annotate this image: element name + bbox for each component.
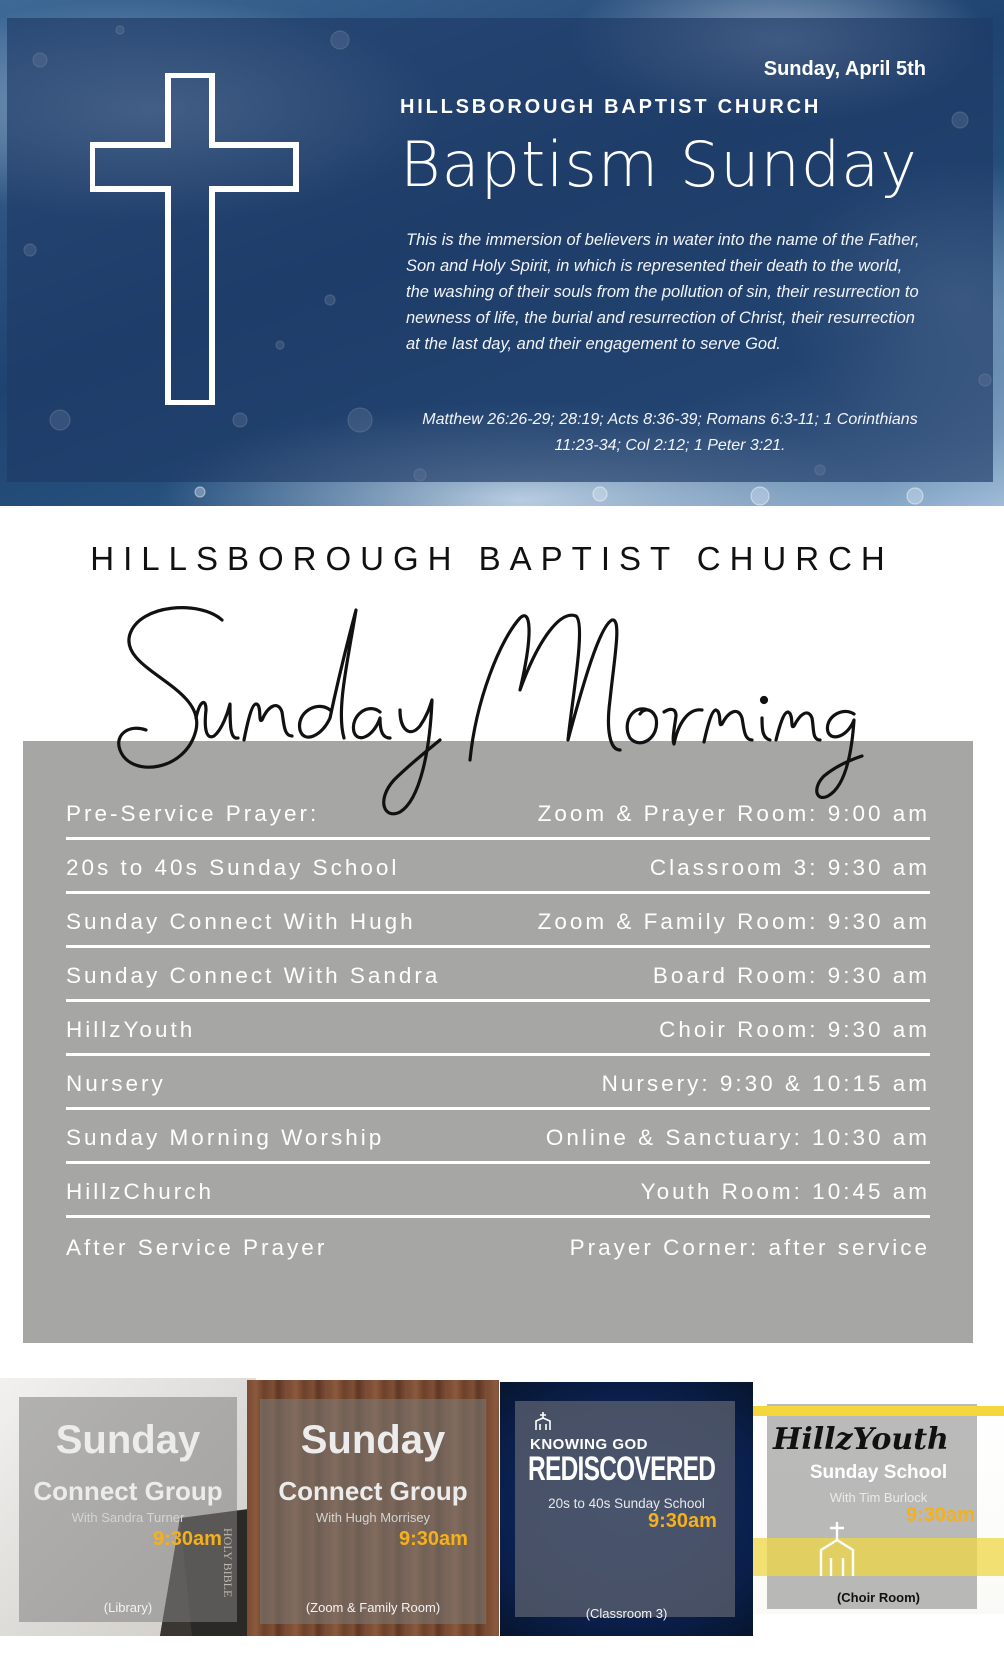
schedule-row bbox=[66, 791, 930, 840]
card-time: 9:30am bbox=[399, 1528, 468, 1550]
schedule-row bbox=[66, 1225, 930, 1271]
schedule-event: HillzChurch bbox=[66, 1179, 215, 1204]
card-title: HillzYouth bbox=[773, 1422, 949, 1457]
card-title: Sunday bbox=[300, 1418, 446, 1462]
scripture-references: Matthew 26:26-29; 28:19; Acts 8:36-39; Romans 6:3-11; 1 Corinthians 11:23-34; Col 2:12; 1 Peter 3:21. bbox=[422, 411, 918, 454]
card-room: (Choir Room) bbox=[836, 1590, 921, 1605]
schedule-event: Sunday Connect With Hugh bbox=[66, 909, 416, 934]
card-leader: With Hugh Morrisey bbox=[315, 1510, 431, 1525]
schedule-location-time: Prayer Corner: after service bbox=[569, 1235, 930, 1260]
hillzyouth-card bbox=[753, 1404, 1004, 1614]
cross-icon bbox=[90, 73, 300, 405]
card-leader: With Tim Burlock bbox=[829, 1490, 928, 1505]
schedule-location-time: Board Room: 9:30 am bbox=[652, 963, 930, 988]
schedule-location-time: Online & Sanctuary: 10:30 am bbox=[545, 1125, 930, 1150]
schedule-event: Nursery bbox=[66, 1071, 166, 1096]
card-title: Sunday bbox=[55, 1418, 201, 1462]
yellow-stripe bbox=[753, 1538, 1004, 1576]
schedule-location-time: Classroom 3: 9:30 am bbox=[649, 855, 930, 880]
card-leader: With Sandra Turner bbox=[71, 1510, 185, 1525]
knowing-god-card bbox=[500, 1382, 753, 1636]
card-title: REDISCOVERED bbox=[528, 1450, 716, 1488]
card-subtitle: Sunday School bbox=[809, 1462, 948, 1483]
schedule-event: HillzYouth bbox=[66, 1017, 196, 1042]
schedule-event: 20s to 40s Sunday School bbox=[66, 855, 400, 880]
card-time: 9:30am bbox=[906, 1504, 975, 1526]
baptism-hero bbox=[0, 0, 1004, 506]
card-subtitle: Connect Group bbox=[33, 1476, 223, 1506]
schedule-row bbox=[66, 1115, 930, 1164]
schedule-row bbox=[66, 953, 930, 1002]
schedule-row bbox=[66, 899, 930, 948]
schedule-row bbox=[66, 845, 930, 894]
schedule-row bbox=[66, 1169, 930, 1218]
card-room: (Classroom 3) bbox=[585, 1606, 668, 1621]
schedule-row bbox=[66, 1061, 930, 1110]
card-leader: 20s to 40s Sunday School bbox=[548, 1496, 705, 1511]
schedule-location-time: Zoom & Family Room: 9:30 am bbox=[537, 909, 930, 934]
schedule-row bbox=[66, 1007, 930, 1056]
card-subtitle: Connect Group bbox=[278, 1476, 468, 1506]
event-date: Sunday, April 5th bbox=[763, 58, 926, 80]
schedule-location-time: Choir Room: 9:30 am bbox=[659, 1017, 930, 1042]
schedule-event: Pre-Service Prayer: bbox=[66, 801, 320, 826]
yellow-band bbox=[753, 1406, 1004, 1416]
schedule-event: After Service Prayer bbox=[66, 1235, 328, 1260]
card-room: (Zoom & Family Room) bbox=[305, 1600, 441, 1615]
schedule-location-time: Zoom & Prayer Room: 9:00 am bbox=[537, 801, 930, 826]
schedule-church-name: HILLSBOROUGH BAPTIST CHURCH bbox=[90, 540, 894, 577]
baptism-description: This is the immersion of believers in water into the name of the Father, Son and Holy Spirit, in which is represented their death to the world, the washing of their souls from the pollution of sin, their resurrection to newness of life, the burial and resurrection of Christ, their resurrection at the last day, and their engagement to serve God. bbox=[406, 231, 920, 353]
church-logo-icon bbox=[819, 1522, 855, 1576]
schedule-event: Sunday Morning Worship bbox=[66, 1125, 385, 1150]
connect-group-sandra-card bbox=[0, 1378, 256, 1636]
bible-spine-text: HOLY BIBLE bbox=[221, 1528, 235, 1598]
card-time: 9:30am bbox=[648, 1510, 717, 1532]
card-room: (Library) bbox=[103, 1600, 153, 1615]
event-title: Baptism Sunday bbox=[400, 128, 918, 201]
connect-group-hugh-card bbox=[247, 1380, 499, 1636]
card-pretitle: KNOWING GOD bbox=[530, 1436, 648, 1453]
church-logo-icon bbox=[534, 1412, 554, 1430]
card-time: 9:30am bbox=[153, 1528, 222, 1550]
schedule-location-time: Nursery: 9:30 & 10:15 am bbox=[601, 1071, 930, 1096]
church-name: HILLSBOROUGH BAPTIST CHURCH bbox=[400, 96, 822, 118]
schedule-event: Sunday Connect With Sandra bbox=[66, 963, 441, 988]
schedule-location-time: Youth Room: 10:45 am bbox=[640, 1179, 930, 1204]
